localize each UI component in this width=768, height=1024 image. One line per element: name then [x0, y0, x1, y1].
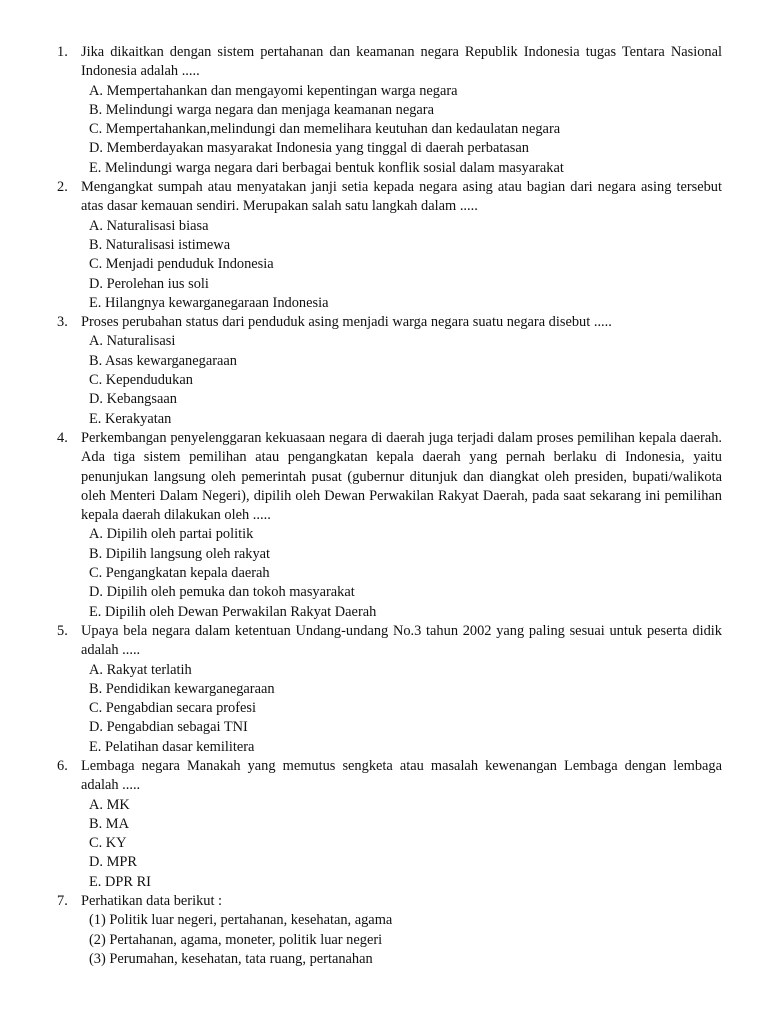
option-c: C. Kependudukan: [89, 372, 193, 389]
option-d: D. Dipilih oleh pemuka dan tokoh masyarakat: [89, 584, 355, 601]
question-2: [0, 178, 768, 313]
option-c: C. Pengangkatan kepala daerah: [89, 565, 270, 582]
option-c: C. Mempertahankan,melindungi dan memelihara keutuhan dan kedaulatan negara: [89, 121, 561, 138]
question-number: 3.: [57, 314, 68, 331]
option-b: B. Melindungi warga negara dan menjaga keamanan negara: [89, 101, 434, 118]
question-text: Perhatikan data berikut :: [81, 893, 223, 910]
option-list: [81, 525, 722, 621]
option-e: E. Pelatihan dasar kemilitera: [89, 738, 255, 755]
question-document: [0, 43, 768, 969]
data-item-1: (1) Politik luar negeri, pertahanan, kesehatan, agama: [89, 912, 393, 929]
question-text: Lembaga negara Manakah yang memutus sengketa atau masalah kewenangan Lembaga dengan lembaga adalah .....: [81, 757, 722, 794]
option-list: [81, 217, 722, 313]
question-3: [0, 313, 768, 429]
question-number: 7.: [57, 893, 68, 910]
option-a: A. Mempertahankan dan mengayomi kepentingan warga negara: [89, 82, 458, 99]
question-number: 4.: [57, 429, 68, 446]
option-d: D. Pengabdian sebagai TNI: [89, 719, 248, 736]
option-a: A. Rakyat terlatih: [89, 661, 192, 678]
option-d: D. MPR: [89, 854, 137, 871]
option-c: C. KY: [89, 835, 127, 852]
option-c: C. Pengabdian secara profesi: [89, 700, 257, 717]
question-6: [0, 757, 768, 892]
question-text: Mengangkat sumpah atau menyatakan janji setia kepada negara asing atau bagian dari negara asing tersebut atas dasar kemauan sendiri. Merupakan salah satu langkah dalam .....: [81, 179, 722, 215]
option-list: [81, 661, 722, 757]
question-number: 6.: [57, 757, 68, 774]
option-b: B. Dipilih langsung oleh rakyat: [89, 545, 271, 562]
option-a: A. MK: [89, 796, 130, 813]
question-7: [0, 892, 768, 969]
question-text: Proses perubahan status dari penduduk asing menjadi warga negara suatu negara disebut .....: [81, 314, 612, 331]
option-e: E. Kerakyatan: [89, 410, 172, 427]
option-e: E. Hilangnya kewarganegaraan Indonesia: [89, 294, 329, 311]
option-a: A. Dipilih oleh partai politik: [89, 526, 254, 543]
question-text: Jika dikaitkan dengan sistem pertahanan dan keamanan negara Republik Indonesia tugas Tentara Nasional Indonesia adalah .....: [81, 44, 722, 80]
option-b: B. Asas kewarganegaraan: [89, 352, 237, 369]
option-list: [81, 332, 722, 428]
question-5: [0, 622, 768, 757]
data-item-2: (2) Pertahanan, agama, moneter, politik luar negeri: [89, 931, 383, 948]
data-list: [81, 911, 722, 969]
option-b: B. Naturalisasi istimewa: [89, 236, 231, 253]
option-list: [81, 796, 722, 892]
question-number: 1.: [57, 44, 68, 60]
option-d: D. Memberdayakan masyarakat Indonesia yang tinggal di daerah perbatasan: [89, 140, 529, 157]
option-d: D. Kebangsaan: [89, 391, 177, 408]
question-number: 2.: [57, 179, 68, 196]
data-item-3: (3) Perumahan, kesehatan, tata ruang, pertanahan: [89, 950, 373, 967]
option-b: B. MA: [89, 815, 129, 832]
question-text: Upaya bela negara dalam ketentuan Undang-undang No.3 tahun 2002 yang paling sesuai untuk peserta didik adalah .....: [81, 622, 722, 659]
question-number: 5.: [57, 622, 68, 639]
question-4: [0, 429, 768, 622]
option-d: D. Perolehan ius soli: [89, 275, 209, 292]
option-c: C. Menjadi penduduk Indonesia: [89, 256, 274, 273]
option-e: E. DPR RI: [89, 873, 151, 890]
option-e: E. Dipilih oleh Dewan Perwakilan Rakyat Daerah: [89, 603, 377, 620]
option-a: A. Naturalisasi biasa: [89, 217, 209, 234]
question-text: Perkembangan penyelenggaran kekuasaan negara di daerah juga terjadi dalam proses pemilihan kepala daerah. Ada tiga sistem pemilihan atau pengangkatan kepala daerah yang pernah berlaku di Indonesia, yaitu penunjukan langsung oleh pemerintah pusat (gubernur ditunjuk dan diangkat oleh presiden, bupati/walikota oleh Menteri Dalam Negeri), dipilih oleh Dewan Perwakilan Rakyat Daerah, pada saat sekarang ini pemilihan kepala daerah dilakukan oleh .....: [81, 429, 722, 524]
question-1: [0, 43, 768, 178]
option-list: [81, 82, 722, 178]
option-b: B. Pendidikan kewarganegaraan: [89, 680, 275, 697]
option-a: A. Naturalisasi: [89, 333, 176, 350]
option-e: E. Melindungi warga negara dari berbagai bentuk konflik sosial dalam masyarakat: [89, 159, 564, 176]
